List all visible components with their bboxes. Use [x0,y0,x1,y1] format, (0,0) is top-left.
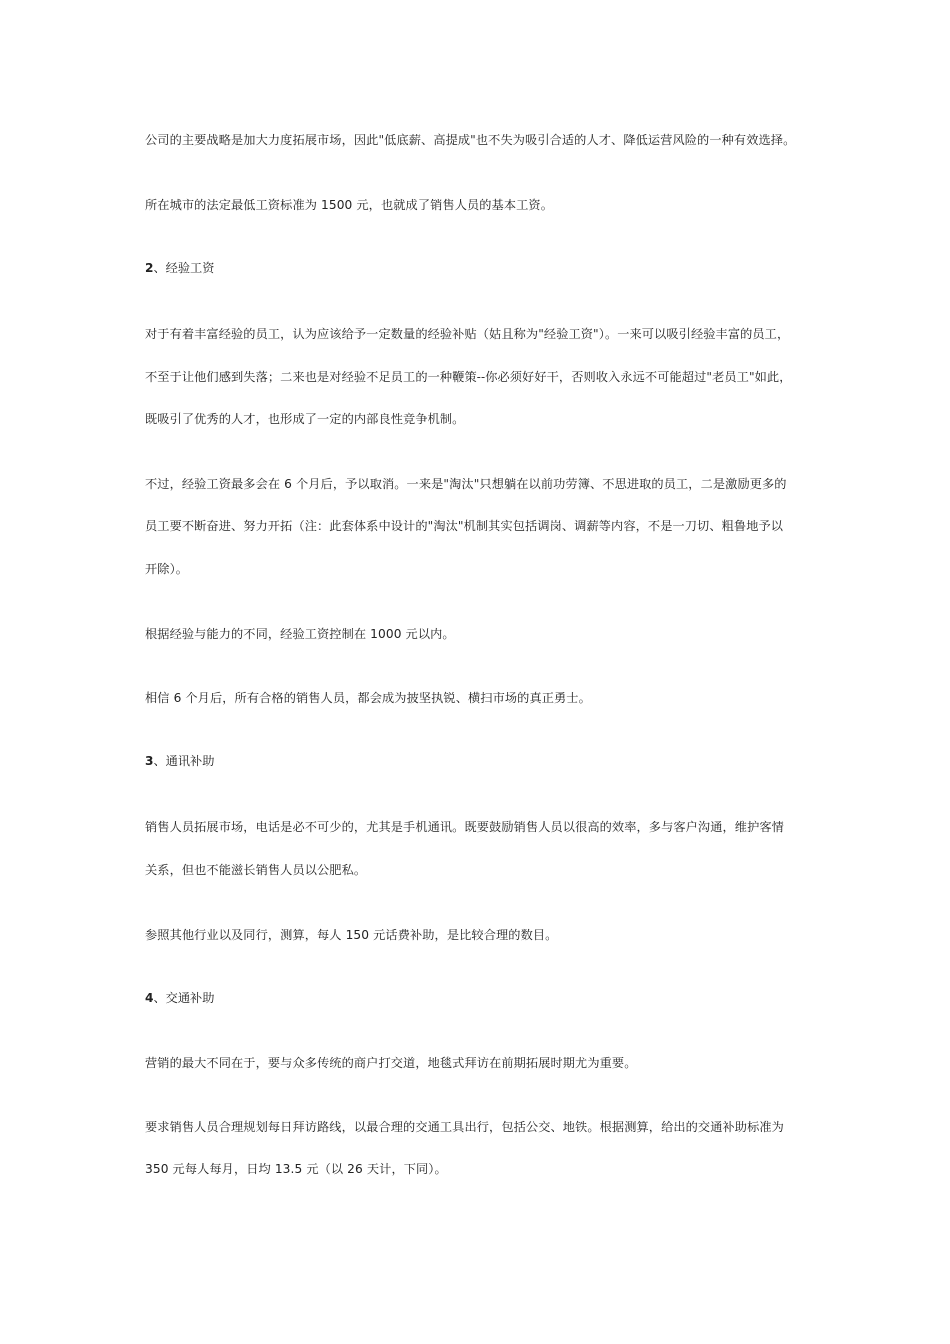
paragraph-experience-cap [145,626,455,642]
amount-value: 1000 [370,627,402,641]
paragraph-text: 元（以 [302,1162,348,1176]
paragraph-cancel-line-2 [145,518,783,534]
paragraph-text: 所在城市的法定最低工资标准为 [145,198,321,212]
paragraph-text: 不过，经验工资最多会在 [145,477,285,491]
daily-amount-value: 13.5 [274,1162,303,1176]
paragraph-text: 元话费补助，是比较合理的数目。 [369,928,558,942]
section-number: 4 [145,991,154,1005]
paragraph-phone-amount [145,927,557,943]
paragraph-cancel-line-1 [145,476,787,492]
section-heading-transport-subsidy [145,990,214,1006]
paragraph-experience-line-3 [145,411,464,427]
paragraph-text: 不至于让他们感到失落；二来也是对经验不足员工的一种鞭策--你必须好好干，否则收入永远不可能超过"老员工"如此， [145,370,792,384]
section-number: 3 [145,754,154,768]
amount-value: 350 [145,1162,169,1176]
paragraph-text: 个月后，所有合格的销售人员，都会成为披坚执锐、横扫市场的真正勇士。 [181,691,591,705]
paragraph-text: 要求销售人员合理规划每日拜访路线，以最合理的交通工具出行，包括公交、地铁。根据测算，给出的交通补助标准为 [145,1120,784,1134]
months-value: 6 [284,477,292,491]
months-value: 6 [173,691,182,705]
paragraph-text: 根据经验与能力的不同，经验工资控制在 [145,627,371,641]
section-title: 、经验工资 [153,261,215,275]
paragraph-text: 关系，但也不能滋长销售人员以公肥私。 [145,863,367,877]
section-title: 、通讯补助 [153,754,215,768]
amount-value: 1500 [321,198,353,212]
paragraph-text: 公司的主要战略是加大力度拓展市场，因此"低底薪、高提成"也不失为吸引合适的人才、降低运营风险的一种有效选择。 [145,133,796,147]
amount-value: 150 [345,928,370,942]
paragraph-text: 相信 [145,691,174,705]
paragraph-transport-line-2 [145,1161,447,1177]
paragraph-text: 员工要不断奋进、努力开拓（注：此套体系中设计的"淘汰"机制其实包括调岗、调薪等内容，不是一刀切、粗鲁地予以 [145,519,784,533]
paragraph-text: 既吸引了优秀的人才，也形成了一定的内部良性竞争机制。 [145,412,465,426]
paragraph-text: 元，也就成了销售人员的基本工资。 [352,198,553,212]
paragraph-text: 元以内。 [401,627,455,641]
paragraph-experience-line-1 [145,326,789,342]
paragraph-text: 营销的最大不同在于，要与众多传统的商户打交道，地毯式拜访在前期拓展时期尤为重要。 [145,1056,637,1070]
paragraph-text: 销售人员拓展市场，电话是必不可少的，尤其是手机通讯。既要鼓励销售人员以很高的效率，多与客户沟通，维护客情 [145,820,784,834]
paragraph-text: 个月后，予以取消。一来是"淘汰"只想躺在以前功劳簿、不思进取的员工，二是激励更多的 [292,477,787,491]
section-heading-experience-salary [145,260,214,276]
paragraph-text: 开除）。 [145,562,189,576]
paragraph-six-months [145,690,591,706]
paragraph-experience-line-2 [145,369,792,385]
paragraph-marketing [145,1055,637,1071]
paragraph-text: 天计，下同）。 [362,1162,447,1176]
paragraph-phone-line-2 [145,862,366,878]
section-number: 2 [145,261,154,275]
paragraph-text: 对于有着丰富经验的员工，认为应该给予一定数量的经验补贴（姑且称为"经验工资"）。一来可以吸引经验丰富的员工， [145,327,790,341]
days-value: 26 [347,1162,363,1176]
paragraph-strategy [145,132,795,148]
paragraph-cancel-line-3 [145,561,188,577]
section-title: 、交通补助 [153,991,215,1005]
paragraph-text: 元每人每月，日均 [168,1162,275,1176]
section-heading-communication-subsidy [145,753,214,769]
paragraph-text: 参照其他行业以及同行，测算，每人 [145,928,346,942]
paragraph-phone-line-1 [145,819,784,835]
paragraph-transport-line-1 [145,1119,784,1135]
paragraph-base-salary [145,197,553,213]
